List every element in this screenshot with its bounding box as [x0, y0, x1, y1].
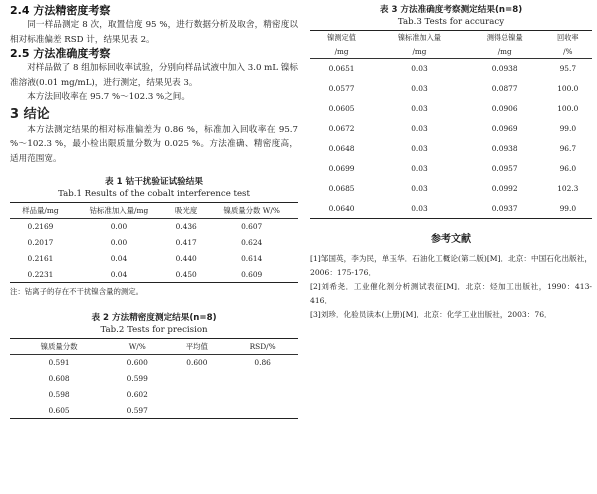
- table-row: [10, 371, 298, 387]
- table-cell: 0.00: [110, 222, 128, 232]
- table-cell: 0.600: [126, 358, 148, 368]
- table-cell: 0.2017: [27, 238, 54, 247]
- table-row: [310, 99, 592, 119]
- table-cell: 0.03: [411, 124, 428, 133]
- table-cell: 0.00: [110, 238, 128, 247]
- table-row: [310, 179, 592, 199]
- table-cell: 0.0605: [328, 104, 355, 113]
- table-1-block: [10, 176, 298, 298]
- table-3-header: 镍测定值: [310, 31, 373, 46]
- table-cell: 0.0651: [328, 64, 355, 74]
- reference-item: [1]邹国英，李为民，单玉华．石油化工概论(第二版)[M]．北京：中国石化出版社，2006：175-176．: [310, 254, 592, 277]
- table-row: [10, 251, 298, 267]
- table-cell: 0.605: [10, 403, 108, 419]
- table-cell: 102.3: [557, 184, 579, 193]
- table-cell: 96.7: [559, 144, 577, 153]
- table-row: [10, 387, 298, 403]
- table-3-unit: /mg: [373, 45, 466, 59]
- table-1-header: 吸光度: [167, 203, 205, 219]
- right-column: [310, 4, 592, 322]
- table-row: [10, 235, 298, 251]
- table-cell: 0.0938: [491, 64, 518, 74]
- table-row: [310, 79, 592, 99]
- table-cell: 0.0957: [491, 164, 518, 173]
- table-cell: 0.03: [411, 84, 428, 93]
- table-1-header: 镍质量分数 W/%: [205, 203, 298, 219]
- table-2-block: [10, 312, 298, 419]
- section-2-5-title: 2.5 方法准确度考察: [10, 47, 111, 60]
- table-cell: 0.609: [205, 267, 298, 283]
- table-cell: 0.2169: [27, 222, 54, 232]
- table-3-caption-en: Tab.3 Tests for accuracy: [397, 17, 505, 27]
- table-2-caption-cn: 表 2 方法精密度测定结果(n=8): [91, 313, 217, 323]
- table-cell: 0.0577: [328, 84, 355, 93]
- table-cell: [227, 387, 298, 403]
- table-3-header: 测得总镍量: [466, 31, 544, 46]
- table-2: [10, 338, 298, 419]
- table-1-caption-cn: 表 1 钴干扰验证试验结果: [105, 177, 203, 187]
- table-2-header: RSD/%: [227, 339, 298, 355]
- table-cell: 0.614: [241, 254, 263, 263]
- table-3-unit: /mg: [466, 45, 544, 59]
- table-cell: 0.03: [411, 104, 428, 113]
- reference-item: [3]刘珍．化验员读本(上册)[M]．北京：化学工业出版社，2003：76．: [310, 310, 552, 319]
- table-row: [310, 119, 592, 139]
- table-3-unit: /%: [544, 45, 592, 59]
- table-1: [10, 202, 298, 283]
- table-cell: 100.0: [557, 84, 579, 93]
- section-2-4-paragraph: 同一样品测定 8 次，取置信度 95 %，进行数据分析及取舍，精密度以相对标准偏差 RSD 计，结果见表 2。: [10, 20, 298, 45]
- table-row: [310, 139, 592, 159]
- table-cell: 0.2161: [27, 254, 54, 263]
- table-cell: 0.450: [167, 267, 205, 283]
- table-cell: 95.7: [559, 64, 577, 74]
- table-row: [310, 59, 592, 79]
- table-cell: 0.03: [411, 184, 428, 193]
- table-1-caption-en: Tab.1 Results of the cobalt interference test: [58, 189, 250, 199]
- table-cell: [227, 403, 298, 419]
- table-cell: 0.607: [241, 222, 263, 232]
- table-cell: 0.440: [175, 254, 197, 263]
- table-cell: 0.597: [108, 403, 166, 419]
- table-cell: 0.0699: [328, 164, 355, 173]
- table-cell: 0.0938: [491, 144, 518, 153]
- table-cell: 0.608: [48, 374, 70, 383]
- left-column: [10, 4, 298, 419]
- table-1-header: 样品量/mg: [10, 203, 71, 219]
- table-1-header: 钴标准加入量/mg: [71, 203, 167, 219]
- table-cell: 100.0: [557, 104, 579, 113]
- table-cell: 0.03: [411, 164, 428, 173]
- reference-item: [2]刘希尧．工业催化剂分析测试表征[M]．北京：烃加工出版社，1990：413-416．: [310, 282, 592, 305]
- table-row: [310, 199, 592, 219]
- table-cell: 0.03: [373, 199, 466, 219]
- table-cell: [166, 371, 227, 387]
- table-cell: 96.0: [559, 164, 577, 173]
- table-row: [10, 267, 298, 283]
- table-2-caption-en: Tab.2 Tests for precision: [100, 325, 208, 335]
- table-cell: 0.0672: [328, 124, 355, 133]
- table-cell: 0.602: [126, 390, 148, 399]
- table-cell: 0.600: [186, 358, 208, 368]
- table-cell: [166, 387, 227, 403]
- table-2-header: 平均值: [166, 339, 227, 355]
- table-cell: 0.04: [71, 267, 167, 283]
- table-cell: 0.0992: [491, 184, 518, 193]
- table-cell: 0.599: [126, 374, 148, 383]
- section-3-paragraph: 本方法测定结果的相对标准偏差为 0.86 %，标准加入回收率在 95.7 %～102.3 %，最小检出限质量分数为 0.025 %。方法准确、精密度高，适用范围宽。: [10, 124, 298, 164]
- section-2-5-paragraph-2: 本方法回收率在 95.7 %～102.3 %之间。: [27, 92, 190, 102]
- table-cell: 0.0640: [310, 199, 373, 219]
- table-row: [310, 159, 592, 179]
- table-cell: 0.03: [411, 144, 428, 153]
- table-cell: 0.86: [254, 358, 271, 368]
- table-row: [10, 355, 298, 371]
- table-cell: 99.0: [559, 124, 577, 133]
- table-3-caption-cn: 表 3 方法准确度考察测定结果(n=8): [379, 5, 523, 15]
- table-cell: 0.0937: [466, 199, 544, 219]
- table-3-unit: /mg: [310, 45, 373, 59]
- table-cell: 0.0685: [328, 184, 355, 193]
- table-cell: [166, 403, 227, 419]
- table-cell: 0.0906: [491, 104, 518, 113]
- table-cell: 0.624: [241, 238, 263, 247]
- table-cell: 0.436: [175, 222, 197, 232]
- section-2-4-title: 2.4 方法精密度考察: [10, 4, 111, 17]
- table-3: [310, 30, 592, 219]
- table-cell: 0.591: [48, 358, 70, 368]
- table-3-header: 回收率: [544, 31, 592, 46]
- table-cell: 0.0648: [328, 144, 355, 153]
- table-3-header: 镍标准加入量: [373, 31, 466, 46]
- table-2-header: W/%: [108, 339, 166, 355]
- table-cell: 0.0969: [491, 124, 518, 133]
- table-cell: 0.598: [48, 390, 70, 399]
- references-title: 参考文献: [431, 234, 471, 245]
- table-cell: 0.0877: [491, 84, 518, 93]
- table-2-header: 镍质量分数: [10, 339, 108, 355]
- table-cell: 0.04: [110, 254, 128, 263]
- table-1-note: 注：钴离子的存在不干扰镍含量的测定。: [10, 287, 144, 296]
- table-row: [10, 219, 298, 235]
- table-cell: 99.0: [544, 199, 592, 219]
- table-cell: [227, 371, 298, 387]
- table-row: [10, 403, 298, 419]
- table-cell: 0.03: [411, 64, 428, 74]
- section-3-title: 3 结论: [10, 106, 50, 122]
- table-cell: 0.2231: [10, 267, 71, 283]
- section-2-5-paragraph-1: 对样品做了 8 组加标回收率试验，分别向样品试液中加入 3.0 mL 镍标准溶液(0.01 mg/mL)，进行测定，结果见表 3。: [10, 63, 298, 88]
- table-cell: 0.417: [175, 238, 197, 247]
